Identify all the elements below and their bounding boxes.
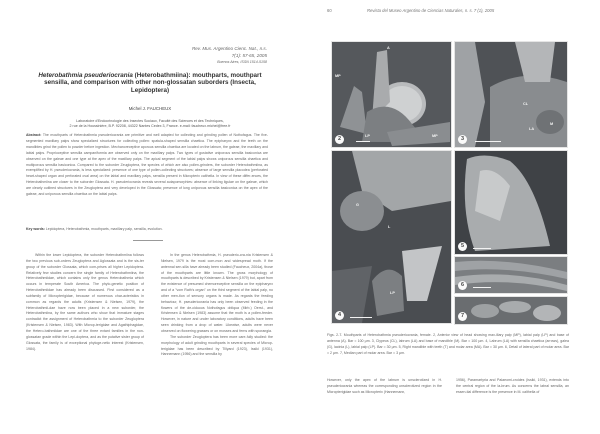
scale-bar [475,141,501,142]
abstract-text: The mouthparts of Heterobathmia pseuderiocrania are primitive and well adapted for collecting and grinding pollen of Nothofagus. The five- segmented maxillary palps show specialized structures for collecting pollen: spatula-shaped sensilla chaetica. The epipharynx and the teeth on the mandibles grind the pollen to powder before ingestion. Mechanoreceptive aporous sensilla chaetica are located on the labrum, the galeae, the maxillary and labial palps. Proprioceptive sensilla campaniformia are observed only on the maxillary palps. Two types of gustative uniporous sensilla basiconica are observed on the galeae and one type at the apex of the maxillary palps. The apical segment of the labial palps shows uniporous sensilla chaetica and multiporous sensilla basiconica. Compared to the suborder Zeugloptera, the species of which are also pollen-grinders, the suborder Heterobathmiina, as exemplified by H. pseuderiocrania, is less specialized: presence of one type of pollen-collecting structures; absence of large sensilla placodea (perforated heart-shaped organ and perforated oval area) on the labial and maxillary palps, sensilla present in Micropterix calthella. In view of these differ-ences, the Heterobathmiina are closer to the suborder Glossata. H. pseuderiocrania reveals several autapomorphies: absence of linking ligulae on the galeae, which are clearly outlined structures in the Zeugloptera and very developed in the Glossata; presence of long uniporous sensilla basiconica on the apex of the galeae, and uniporous sensilla chaetica on the labial palps. [26,133,268,197]
journal-ref-line1: Rev. Mus. Argentino Cienc. Nat., n.s. [191,46,267,51]
section-divider [133,240,163,241]
figure-panel-6 [454,256,568,294]
scale-bar [356,141,370,142]
label-labrum: LA [529,127,535,131]
paragraph: 1956), Paramartyria and Palaeomi-croides (Issiki, 1931), extends into the central region of the la-brum. As concerns the labral sensilla, an essen-tial difference is the presence in M. calthella of [456,378,569,394]
title-rest: (Heterobathmiina): mouthparts, mouthpart sensilla, and comparison with other non-glossatan suborders (Insecta, Lepidoptera) [44,72,262,94]
figure-panel-5 [454,150,568,255]
article-title [30,72,270,94]
label-lacinia: L [388,225,391,229]
abstract [26,133,268,198]
running-title: Revista del Museo Argentino de Ciencias Naturales, n. s. 7 (1), 2005 [367,8,495,13]
sem-image-molar-lateral [455,257,567,293]
figure-caption: Figs. 2-7. Mouthparts of Heterobathmia pseuderiocrania, female. 2, Anterior view of head showing max-illary palp (MP), labial palp (LP) and base of antenna (A). Bar = 100 µm. 3, Clypeus (CL), labrum (LA) and base of mandible (M). Bar = 100 µm. 4, Labrum (LA) with sensilla chaetica (arrows), galea (G), lacinia (L), labial palp (LP). Bar = 30 µm. 5, Right mandible with teeth (T) and molar area (MA). Bar = 30 µm. 6, Detail of lateral part of molar area. Bar = 2 µm. 7, Median part of molar area. Bar = 3 µm. [327,333,569,355]
paragraph: In the genus Heterobathmia, H. pseuderio-cra-nia Kristensen & Nielsen, 1979 is the most com-mon and widespread moth. If the antennal sen-silla have already been studied (Faucheux, 2004a), those of the mouthparts are little known. The gross morphology of mouthparts is described by Kristensen & Nielsen (1979) but, apart from the existence of presumed chemoreceptive sensilla on the epipharynx and of a "vom Rath's organ" on the third segment of the labial palp, no other men-tion of sensory organs is made. As regards the feeding behaviour, H. pseuderiocrania has only been observed feeding in the flowers of the de-ciduous Nothofagus obliqua (Mirb.) Oerst., and Kristensen & Nielsen (1983) assume that the moth is a pollen-feeder. However, in nature and under laboratory conditions, adults have been seen drinking from a drop of water. Likewise, adults were never observed on flowering grasses or on mosses and ferns with sporangia. [161,253,273,333]
label-clypeus: CL [523,102,529,106]
label-labial-palp: LP [390,291,395,295]
journal-ref-line2: 7(1): 57-65, 2005 [231,52,267,58]
figure-panel-7 [454,296,568,325]
figure-number: 3 [458,135,467,144]
body-column-right [161,253,273,358]
scale-bar [473,287,491,288]
page-number: 60 [327,8,332,13]
label-labial-palp: LP [365,134,370,138]
affiliation-line1: Laboratoire d'Endocrinologie des Insectes Sociaux, Faculté des Sciences et des Techniques, [76,119,224,123]
paragraph: Within the lower Lepidoptera, the suborder Heterobathmiina follows the two previous sub-orders Zeugloptera and Aglossata and is the sis-ter group of the suborder Glossata, which com-prises all higher Lepidoptera. Relatively few studies concern the single family of Heterobathmiina, the Heterobathmiidae, which contains only the genus Heterobathmia which occurs in temperate South America. The phylo-genetic position of Heterobathmiidae has already been discussed. First considered as a subfamily of Micropterigidae, because of numerous char-acteristics in common as regards the adults (Kristensen & Nielsen, 1979), the Heterobathmii-dae have now been placed in a new suborder, the Heterobathmiina, by the same authors who show that immature stages contradict the assignment of Heterobathmia to the suborder Zeugloptera (Kristensen & Nielsen, 1983). With Microp-terigidae and Agathiphagidae, the Hetero-bathmiidae are one of the three extant families in the non-glossatan grade within the Lepi-doptera, and as the putative sister group of Glossata, the family is of exceptional phyloge-netic interest (Kristensen, 1984). [26,253,144,351]
author: Michel J. FAUCHEUX [128,106,172,111]
scale-bar [350,317,372,318]
figure-number: 5 [458,242,467,251]
figure-number: 7 [458,312,467,321]
affiliation-line2: 2 rue de la Houssinière, B.P. 92208, 44322 Nantes Cedex 3, France. e-mail: faucheux.michel@free.fr [69,124,231,128]
paragraph: However, only the apex of the labrum is unsclerotized in H. pseuderiocrania whereas the corresponding unsclerotized region in the Micropterigidae such as Micropterix (Hannemann, [327,378,442,394]
body-column-left [327,378,442,396]
sem-image-head [332,42,451,147]
body-column-right [456,378,569,396]
sem-image-clypeus [455,42,567,147]
sem-image-molar-median [455,297,567,324]
keywords [26,227,268,231]
figure-panel-4 [331,150,452,324]
figure-number: 6 [458,281,467,290]
label-galea: G [356,203,359,207]
sem-image-mandible [455,151,567,254]
scale-bar [473,248,491,249]
figure-number: 4 [335,311,344,320]
label-maxillary-palp: MP [335,74,341,78]
keywords-label: Key words: [26,227,45,231]
abstract-label: Abstract: [26,133,42,137]
paragraph: The suborder Zeugloptera has been more care-fully studied: the morphology of adult grinding mouthparts in several species of Microp-terigidae has been described by Tillyard (1923), Issiki (1931), Hannemann (1956) and the sensilla by [161,334,273,357]
figure-number: 2 [335,135,344,144]
journal-ref-line3: Buenos Aires, ISSN 1514-5158 [217,59,267,64]
title-species: Heterobathmia pseuderiocrania [38,72,133,79]
figure-panel-3 [454,41,568,148]
affiliation [30,119,270,129]
keywords-text: Lepidoptera, Heterobathmia, mouthparts, maxillary palp, sensilla, evolution. [44,227,163,231]
figure-panel-2 [331,41,452,148]
body-column-left [26,253,144,352]
label-antenna: A [387,46,390,50]
label-maxillary-palp: MP [432,134,438,138]
sem-image-labrum [332,151,451,323]
label-mandible: M [550,122,554,126]
journal-reference [192,46,267,65]
